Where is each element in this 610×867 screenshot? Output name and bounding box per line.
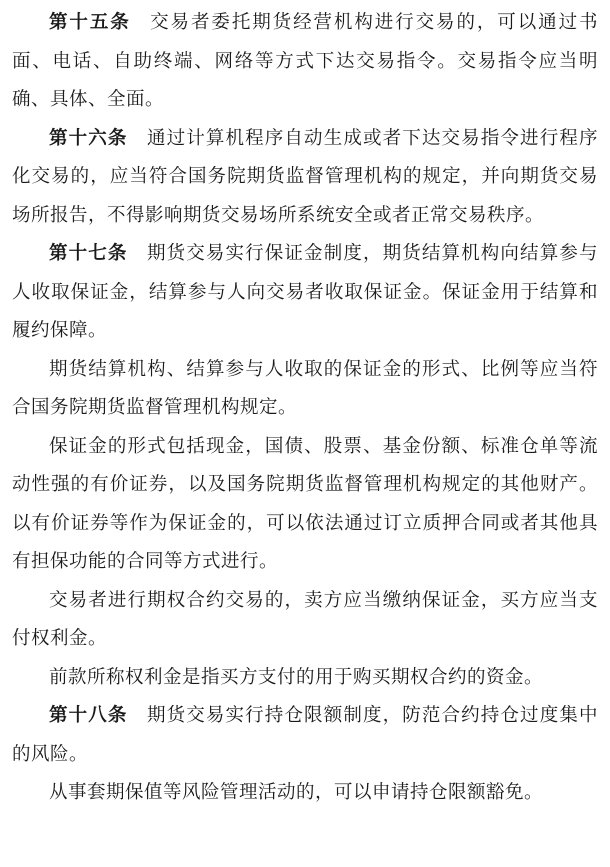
paragraph-article-17-clause-5 — [12, 659, 598, 698]
paragraph-article-16 — [12, 120, 598, 236]
paragraph-text: 交易者进行期权合约交易的，卖方应当缴纳保证金，买方应当支付权利金。 — [12, 589, 598, 649]
paragraph-text: 期货结算机构、结算参与人收取的保证金的形式、比例等应当符合国务院期货监督管理机构规定。 — [12, 358, 598, 418]
paragraph-text: 保证金的形式包括现金，国债、股票、基金份额、标准仓单等流动性强的有价证券，以及国务院期货监督管理机构规定的其他财产。以有价证券等作为保证金的，可以依法通过订立质押合同或者其他具有担保功能的合同等方式进行。 — [12, 435, 598, 572]
article-number: 第十六条 — [49, 127, 128, 149]
paragraph-article-18-clause-2 — [12, 774, 598, 813]
paragraph-text: 从事套期保值等风险管理活动的，可以申请持仓限额豁免。 — [49, 782, 544, 803]
paragraph-article-17 — [12, 235, 598, 351]
paragraph-article-17-clause-4 — [12, 582, 598, 659]
article-number: 第十五条 — [49, 12, 131, 33]
article-number: 第十八条 — [49, 705, 128, 726]
document-body — [12, 4, 598, 813]
paragraph-article-18 — [12, 697, 598, 774]
paragraph-article-17-clause-2 — [12, 351, 598, 428]
article-number: 第十七条 — [49, 243, 128, 264]
paragraph-article-17-clause-3 — [12, 428, 598, 582]
paragraph-text: 通过计算机程序自动生成或者下达交易指令进行程序化交易的，应当符合国务院期货监督管理机构的规定，并向期货交易场所报告，不得影响期货交易场所系统安全或者正常交易秩序。 — [12, 127, 598, 226]
paragraph-text: 前款所称权利金是指买方支付的用于购买期权合约的资金。 — [49, 666, 544, 688]
paragraph-text: 交易者委托期货经营机构进行交易的，可以通过书面、电话、自助终端、网络等方式下达交易指令。交易指令应当明确、具体、全面。 — [12, 12, 598, 110]
paragraph-text: 期货交易实行保证金制度，期货结算机构向结算参与人收取保证金，结算参与人向交易者收取保证金。保证金用于结算和履约保障。 — [12, 243, 598, 341]
paragraph-text: 期货交易实行持仓限额制度，防范合约持仓过度集中的风险。 — [12, 705, 598, 765]
paragraph-article-15 — [12, 4, 598, 120]
